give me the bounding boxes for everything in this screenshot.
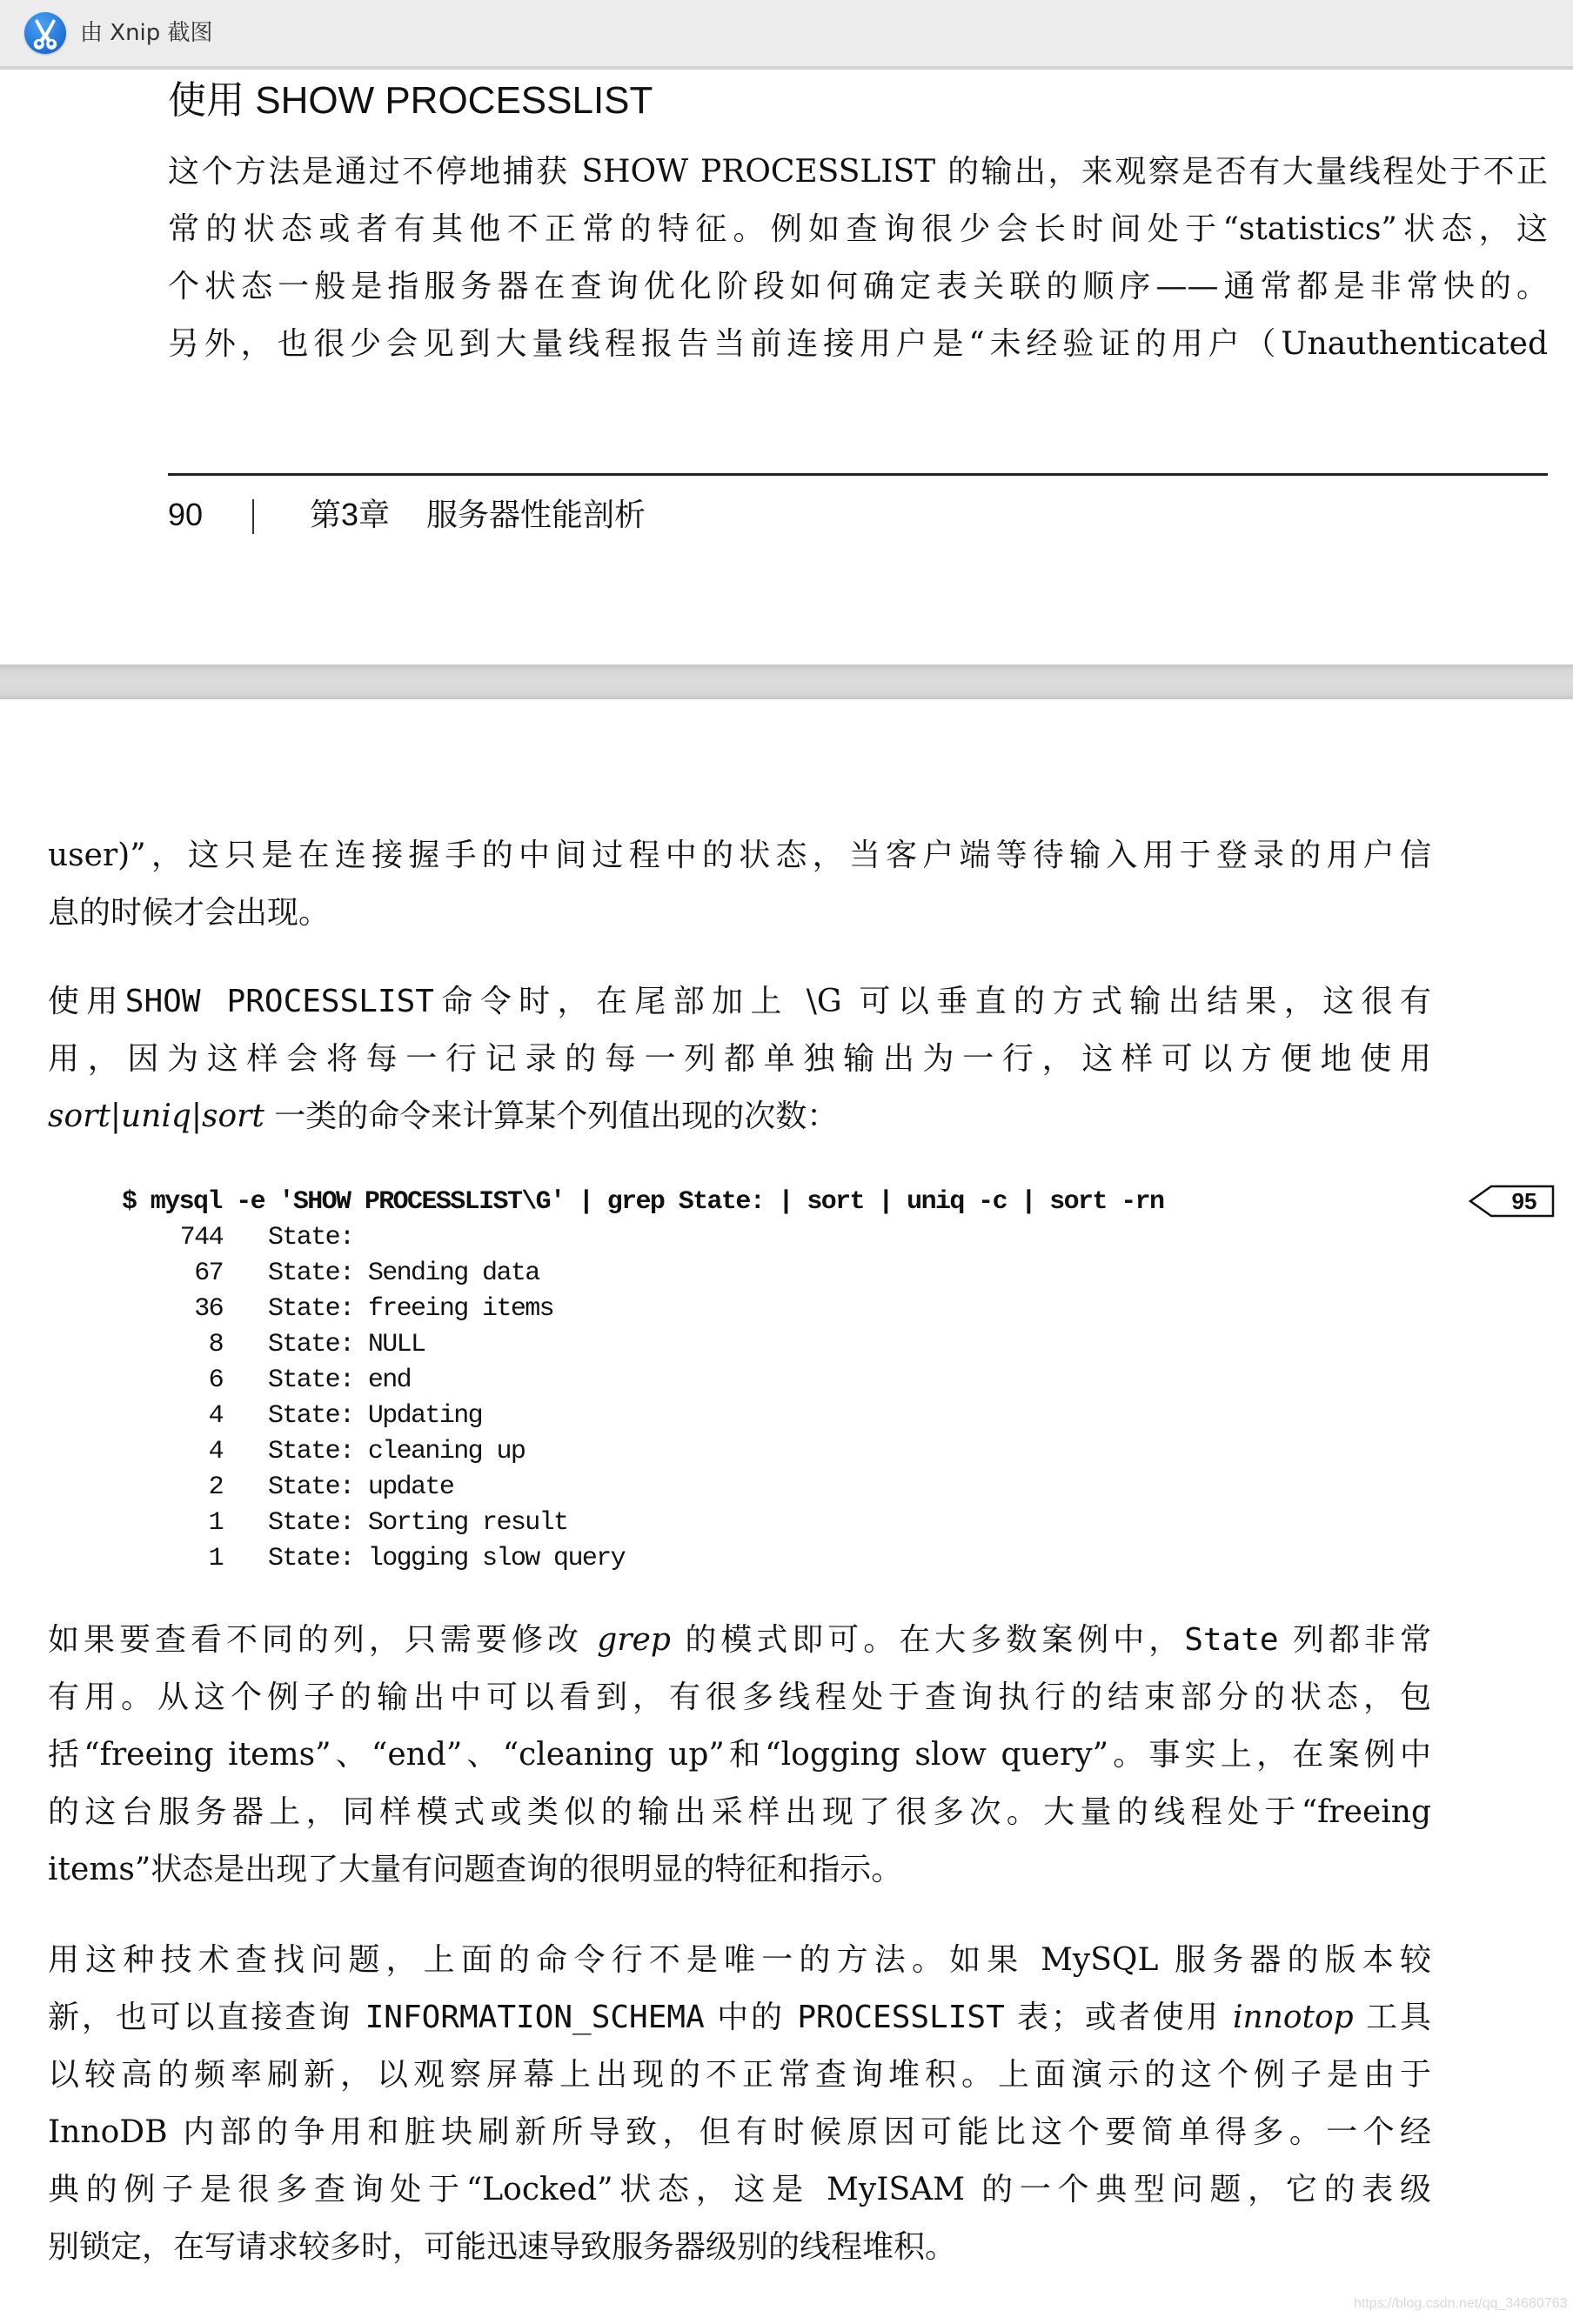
inline-code: State (1184, 1622, 1279, 1658)
body-line: 用，因为这样会将每一行记录的每一列都单独输出为一行，这样可以方便地使用 (48, 1041, 1431, 1077)
chapter-label: 第3章 (310, 497, 391, 532)
output-count: 744 (179, 1223, 223, 1252)
output-count: 36 (194, 1294, 223, 1324)
body-line: 如果要查看不同的列，只需要修改 grep 的模式即可。在大多数案例中，State 列都非常 (48, 1622, 1431, 1658)
section-heading: 使用 SHOW PROCESSLIST (168, 79, 653, 122)
inline-tool-name: innotop (1232, 2000, 1354, 2035)
body-line: 息的时候才会出现。 (48, 895, 331, 931)
output-state: State: update (268, 1473, 454, 1502)
inline-code: INFORMATION_SCHEMA (365, 2000, 705, 2035)
output-state: State: cleaning up (268, 1437, 525, 1466)
inline-command: grep (597, 1622, 671, 1658)
body-line: items”状态是出现了大量有问题查询的很明显的特征和指示。 (48, 1852, 903, 1887)
output-state: State: logging slow query (268, 1544, 626, 1573)
output-state: State: NULL (268, 1330, 425, 1359)
footer-rule (168, 473, 1548, 476)
output-count: 4 (208, 1437, 223, 1466)
body-line: 的这台服务器上，同样模式或类似的输出采样出现了很多次。大量的线程处于“freeing (48, 1794, 1431, 1830)
screenshot-tool-titlebar (0, 0, 1573, 70)
output-state: State: Sending data (268, 1259, 539, 1288)
scissors-icon (24, 12, 66, 54)
body-line: sort|uniq|sort 一类的命令来计算某个列值出现的次数： (48, 1099, 839, 1134)
shell-command: $ mysql -e 'SHOW PROCESSLIST\G' | grep State: | sort | uniq -c | sort -rn (122, 1187, 1164, 1217)
page-separator (0, 664, 1573, 699)
footer-divider (252, 499, 254, 534)
body-line: 典的例子是很多查询处于“Locked”状态，这是 MyISAM 的一个典型问题，它的表级 (48, 2172, 1431, 2207)
output-count: 2 (208, 1473, 223, 1502)
body-line: 使用SHOW PROCESSLIST命令时，在尾部加上 \G 可以垂直的方式输出结果，这很有 (48, 984, 1431, 1019)
output-count: 8 (208, 1330, 223, 1359)
body-line: 用这种技术查找问题，上面的命令行不是唯一的方法。如果 MySQL 服务器的版本较 (48, 1942, 1431, 1978)
body-line: 别锁定，在写请求较多时，可能迅速导致服务器级别的线程堆积。 (48, 2229, 957, 2265)
output-count: 4 (208, 1401, 223, 1431)
page-number: 90 (168, 497, 204, 532)
body-line: 另外，也很少会见到大量线程报告当前连接用户是“未经验证的用户（Unauthenticated (168, 326, 1548, 362)
output-state: State: Sorting result (268, 1508, 568, 1538)
body-line: user)”，这只是在连接握手的中间过程中的状态，当客户端等待输入用于登录的用户信 (48, 838, 1431, 873)
inline-code: PROCESSLIST (797, 2000, 1005, 2035)
body-line: 个状态一般是指服务器在查询优化阶段如何确定表关联的顺序——通常都是非常快的。 (168, 269, 1548, 304)
inline-code: SHOW PROCESSLIST (124, 984, 434, 1019)
body-line: InnoDB 内部的争用和脏块刷新所导致，但有时候原因可能比这个要简单得多。一个经 (48, 2114, 1431, 2150)
body-line: 这个方法是通过不停地捕获 SHOW PROCESSLIST 的输出，来观察是否有大量线程处于不正 (168, 154, 1548, 190)
output-count: 6 (208, 1366, 223, 1395)
body-line: 常的状态或者有其他不正常的特征。例如查询很少会长时间处于“statistics”状态，这 (168, 211, 1548, 247)
output-count: 1 (208, 1544, 223, 1573)
body-line: 新，也可以直接查询 INFORMATION_SCHEMA 中的 PROCESSLIST 表；或者使用 innotop 工具 (48, 2000, 1432, 2035)
output-state: State: freeing items (268, 1294, 554, 1324)
output-count: 1 (208, 1508, 223, 1538)
output-state: State: Updating (268, 1401, 483, 1431)
app-title: 由 Xnip 截图 (80, 20, 213, 46)
chapter-title: 服务器性能剖析 (426, 497, 646, 532)
inline-command: sort|uniq|sort (48, 1099, 264, 1134)
margin-page-marker: 95 (1469, 1185, 1556, 1218)
watermark: https://blog.csdn.net/qq_34680763 (1354, 2296, 1568, 2311)
body-line: 以较高的频率刷新，以观察屏幕上出现的不正常查询堆积。上面演示的这个例子是由于 (48, 2057, 1431, 2093)
output-state: State: (268, 1223, 354, 1252)
body-line: 有用。从这个例子的输出中可以看到，有很多线程处于查询执行的结束部分的状态，包 (48, 1680, 1431, 1715)
output-count: 67 (194, 1259, 223, 1288)
body-line: 括“freeing items”、“end”、“cleaning up”和“logging slow query”。事实上，在案例中 (48, 1737, 1431, 1773)
output-state: State: end (268, 1366, 412, 1395)
